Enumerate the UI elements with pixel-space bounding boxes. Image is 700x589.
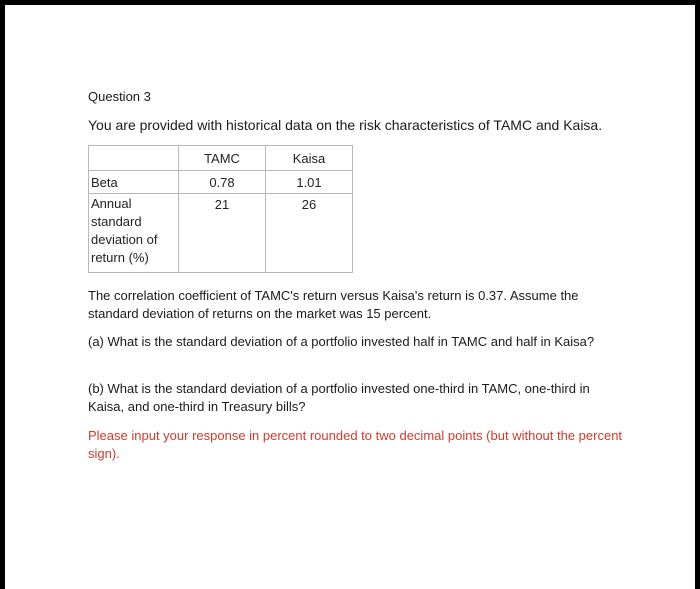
part-a-question: (a) What is the standard deviation of a portfolio invested half in TAMC and half in Kaisa? (88, 334, 595, 349)
table-header-empty (89, 146, 179, 171)
table-row (89, 171, 353, 194)
table-header-kaisa: Kaisa (266, 146, 353, 171)
question-intro: You are provided with historical data on the risk characteristics of TAMC and Kaisa. (88, 117, 603, 133)
table-header-row (89, 146, 353, 171)
correlation-paragraph: The correlation coefficient of TAMC's return versus Kaisa's return is 0.37. Assume the standard deviation of returns on the market was 15 percent. (88, 288, 579, 321)
std-dev-tamc-value: 21 (179, 194, 266, 273)
row-label-std-dev: Annual standard deviation of return (%) (89, 194, 179, 273)
risk-data-table (88, 145, 353, 273)
document-page (5, 5, 695, 589)
part-b-question: (b) What is the standard deviation of a portfolio invested one-third in TAMC, one-third in Kaisa, and one-third in Treasury bills? (88, 381, 590, 414)
question-title: Question 3 (88, 89, 151, 104)
response-instruction: Please input your response in percent rounded to two decimal points (but without the percent sign). (88, 428, 623, 461)
table-header-tamc: TAMC (179, 146, 266, 171)
row-label-beta: Beta (89, 171, 179, 194)
beta-tamc-value: 0.78 (179, 171, 266, 194)
beta-kaisa-value: 1.01 (266, 171, 353, 194)
std-dev-kaisa-value: 26 (266, 194, 353, 273)
table-row (89, 194, 353, 273)
